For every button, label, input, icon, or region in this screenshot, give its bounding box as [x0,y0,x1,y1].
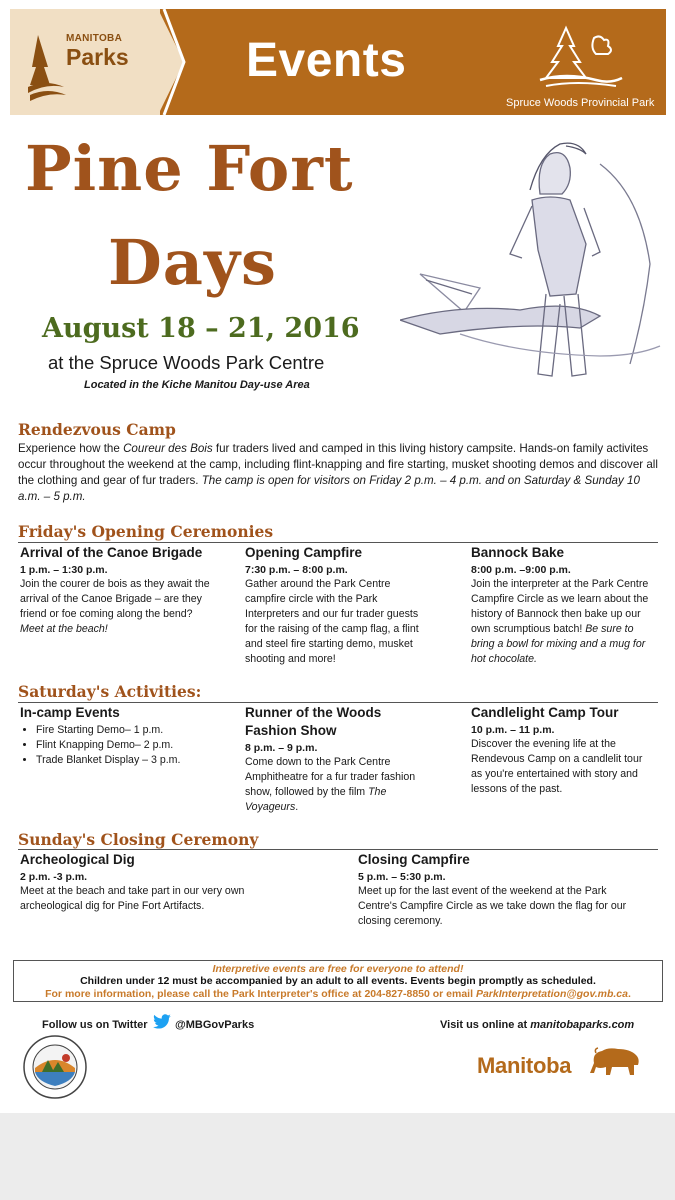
event-description: Come down to the Park Centre Amphitheatre for a fur trader fashion show, followed by the film The Voyageurs. [245,756,416,813]
event-location-note: Located in the Kiche Manitou Day-use Area [84,379,310,391]
event-location: at the Spruce Woods Park Centre [48,352,325,373]
event-title: Closing Campfire [358,852,470,867]
event-description: Join the courer de bois as they await the arrival of the Canoe Brigade – are they friend or foe coming along the bend? Meet at the beach! [20,578,210,635]
section-heading-sunday: Sunday's Closing Ceremony [18,830,259,849]
event-title-line1: Pine Fort [25,132,354,205]
event-time: 8:00 p.m. –9:00 p.m. [471,564,571,576]
bison-icon [588,1045,642,1079]
list-item: • Trade Blanket Display – 3 p.m. [36,753,236,768]
info-box [13,960,663,1002]
event-title: Arrival of the Canoe Brigade [20,545,203,560]
friends-of-spruce-woods-logo [22,1034,88,1100]
event-title: In-camp Events [20,705,120,720]
contact-email-link[interactable]: ParkInterpretation@gov.mb.ca [475,988,628,1000]
event-time: 7:30 p.m. – 8:00 p.m. [245,564,348,576]
spruce-woods-logo-icon [536,24,626,94]
header-banner [10,9,666,115]
event-time: 8 p.m. – 9 p.m. [245,742,318,754]
brand-small: MANITOBA [66,33,123,44]
section-heading-rendezvous: Rendezvous Camp [18,420,176,439]
manitoba-wordmark: Manitoba [477,1053,572,1078]
info-free-notice: Interpretive events are free for everyone to attend! [212,963,464,975]
event-title: Bannock Bake [471,545,565,560]
event-title-line2: Days [108,226,277,299]
website-link[interactable]: manitobaparks.com [530,1019,635,1031]
event-time: 10 p.m. – 11 p.m. [471,724,555,736]
event-time: 2 p.m. -3 p.m. [20,871,88,883]
event-title: Archeological Dig [20,852,135,867]
list-item: • Fire Starting Demo– 1 p.m. [36,723,236,738]
park-name: Spruce Woods Provincial Park [506,97,655,109]
event-title: Opening Campfire [245,545,363,560]
twitter-handle[interactable]: @MBGovParks [175,1019,255,1031]
event-description: Meet up for the last event of the weekend at the Park Centre's Campfire Circle as we take down the flag for our closing ceremony. [358,885,627,927]
twitter-icon[interactable] [152,1014,172,1030]
event-description: Join the interpreter at the Park Centre Campfire Circle as we learn about the history of Bannock then bake up our own scrumptious batch! Be sure to bring a bowl for mixing and a mug for hot chocolate. [471,578,649,665]
list-item: • Flint Knapping Demo– 2 p.m. [36,738,236,753]
section-heading-friday: Friday's Opening Ceremonies [18,522,274,541]
incamp-event-list [20,723,236,768]
event-description: Discover the evening life at the Rendevous Camp on a candlelit tour as you're entertained with story and lessons of the past. [471,738,643,795]
event-title: Candlelight Camp Tour [471,705,619,720]
info-children-notice: Children under 12 must be accompanied by an adult to all events. Events begin promptly as scheduled. [80,975,596,987]
chevron-stripe [162,9,192,115]
brand-big: Parks [66,44,129,70]
banner-title: Events [246,34,407,87]
event-time: 5 p.m. – 5:30 p.m. [358,871,446,883]
section-heading-saturday: Saturday's Activities: [18,682,202,701]
follow-label: Follow us on Twitter [42,1019,148,1031]
rendezvous-description: Experience how the Coureur des Bois fur traders lived and camped in this living history campsite. Hands-on family activites occur throughout the weekend at the camp, including flint-knapping and fire starting, musket shooting demos and discover all the clothing and gear of fur traders. The camp is open for visitors on Friday 2 p.m. – 4 p.m. and on Saturday & Sunday 10 a.m. – 5 p.m. [18,442,658,503]
info-contact: For more information, please call the Park Interpreter's office at 204-827-8850 or email ParkInterpretation@gov.mb.ca. [45,988,631,1000]
event-description: Gather around the Park Centre campfire circle with the Park Interpreters and our fur trader guests for the raising of the camp flag, a flint and steel fire starting demo, musket shooting and more! [245,578,419,665]
event-time: 1 p.m. – 1:30 p.m. [20,564,108,576]
event-dates: August 18 – 21, 2016 [42,313,360,344]
event-description: Meet at the beach and take part in our very own archeological dig for Pine Fort Artifacts. [20,885,245,912]
section-divider [18,702,658,703]
fur-trader-illustration [400,124,662,396]
event-title: Runner of the Woods Fashion Show [245,705,382,738]
section-divider [18,542,658,543]
section-divider [18,849,658,850]
website-line: Visit us online at manitobaparks.com [440,1019,635,1031]
